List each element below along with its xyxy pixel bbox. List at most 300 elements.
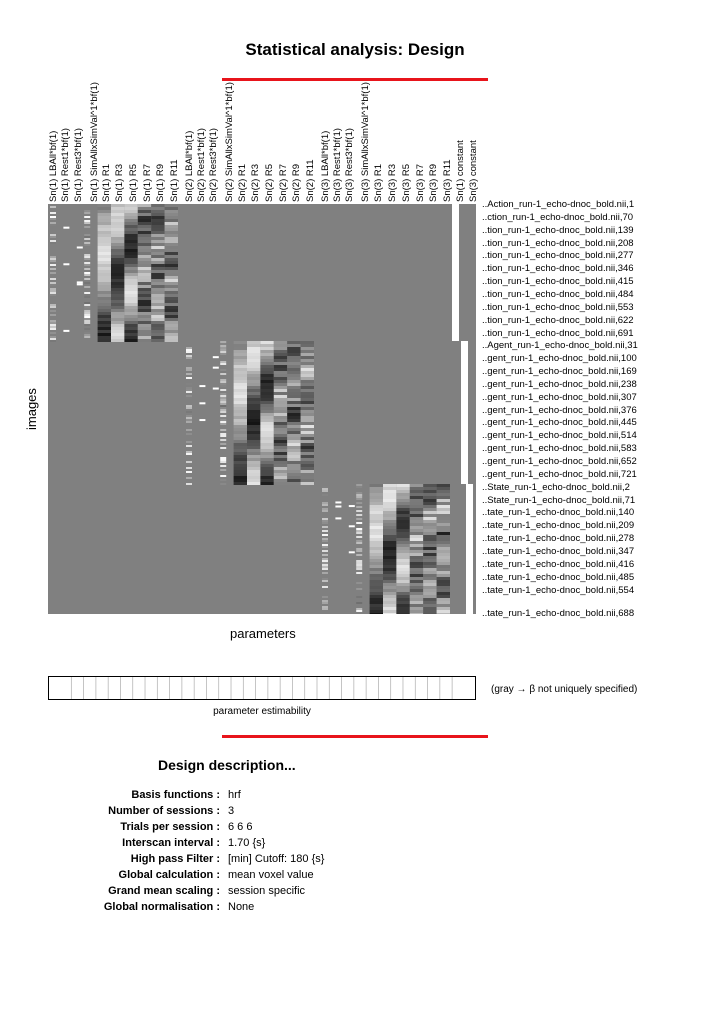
matrix-cell: [165, 267, 178, 270]
matrix-cell: [322, 546, 328, 548]
matrix-cell: [234, 347, 247, 350]
matrix-cell: [186, 387, 192, 389]
matrix-cell: [124, 207, 137, 210]
matrix-cell: [274, 404, 287, 407]
matrix-cell: [260, 383, 273, 386]
matrix-cell: [396, 511, 409, 514]
matrix-cell: [220, 401, 226, 403]
matrix-cell: [437, 592, 450, 595]
matrix-cell: [260, 404, 273, 407]
matrix-cell: [247, 470, 260, 473]
matrix-cell: [151, 234, 164, 237]
matrix-cell: [247, 473, 260, 476]
matrix-cell: [423, 541, 436, 544]
estimability-bar: [48, 676, 476, 700]
matrix-cell: [260, 452, 273, 455]
matrix-cell: [396, 496, 409, 499]
matrix-cell: [151, 264, 164, 267]
matrix-cell: [396, 550, 409, 553]
matrix-cell: [186, 349, 192, 351]
matrix-cell: [322, 494, 328, 496]
matrix-cell: [423, 493, 436, 496]
matrix-cell: [50, 290, 56, 292]
matrix-cell: [50, 256, 56, 258]
matrix-cell: [124, 300, 137, 303]
matrix-cell: [234, 428, 247, 431]
matrix-cell: [260, 479, 273, 482]
matrix-cell: [274, 389, 287, 392]
row-label: ..gent_run-1_echo-dnoc_bold.nii,376: [482, 404, 637, 416]
matrix-cell: [50, 260, 56, 262]
matrix-cell: [124, 291, 137, 294]
matrix-cell: [322, 578, 328, 580]
matrix-cell: [383, 604, 396, 607]
matrix-cell: [437, 598, 450, 601]
matrix-cell: [98, 255, 111, 258]
matrix-cell: [124, 324, 137, 327]
matrix-cell: [151, 315, 164, 318]
matrix-cell: [165, 333, 178, 336]
matrix-cell: [98, 264, 111, 267]
matrix-cell: [247, 392, 260, 395]
matrix-cell: [50, 320, 56, 322]
matrix-cell: [287, 389, 300, 392]
matrix-cell: [287, 449, 300, 452]
matrix-cell: [151, 228, 164, 231]
matrix-cell: [437, 580, 450, 583]
matrix-cell: [322, 558, 328, 560]
matrix-cell: [111, 222, 124, 225]
row-label: ..gent_run-1_echo-dnoc_bold.nii,238: [482, 378, 637, 390]
matrix-cell: [98, 270, 111, 273]
matrix-cell: [247, 395, 260, 398]
matrix-cell: [287, 353, 300, 356]
matrix-cell: [84, 268, 90, 270]
matrix-cell: [410, 547, 423, 550]
matrix-cell: [124, 297, 137, 300]
description-value: mean voxel value: [228, 869, 314, 881]
column-label: Sn(3) constant: [468, 140, 479, 202]
column-label: Sn(1) R11: [169, 159, 180, 202]
matrix-cell: [50, 236, 56, 238]
matrix-cell: [247, 350, 260, 353]
description-value: 1.70 {s}: [228, 837, 266, 849]
matrix-cell: [301, 458, 314, 461]
matrix-cell: [410, 556, 423, 559]
matrix-cell: [423, 559, 436, 562]
matrix-cell: [423, 544, 436, 547]
matrix-cell: [151, 273, 164, 276]
matrix-cell: [165, 294, 178, 297]
matrix-cell: [138, 234, 151, 237]
matrix-cell: [186, 451, 192, 453]
matrix-cell: [287, 368, 300, 371]
matrix-cell: [186, 355, 192, 357]
matrix-cell: [165, 279, 178, 282]
matrix-cell: [437, 586, 450, 589]
matrix-cell: [247, 362, 260, 365]
matrix-cell: [383, 535, 396, 538]
matrix-cell: [50, 222, 56, 224]
matrix-cell: [260, 344, 273, 347]
matrix-cell: [287, 419, 300, 422]
matrix-cell: [396, 589, 409, 592]
matrix-cell: [165, 240, 178, 243]
matrix-cell: [437, 487, 450, 490]
matrix-cell: [111, 279, 124, 282]
description-value: hrf: [228, 789, 241, 801]
matrix-cell: [396, 604, 409, 607]
matrix-cell: [322, 522, 328, 524]
matrix-cell: [396, 520, 409, 523]
matrix-cell: [111, 243, 124, 246]
matrix-cell: [234, 341, 247, 344]
matrix-cell: [165, 309, 178, 312]
matrix-cell: [165, 285, 178, 288]
matrix-cell: [370, 505, 383, 508]
matrix-cell: [322, 564, 328, 566]
matrix-cell: [301, 419, 314, 422]
matrix-cell: [301, 359, 314, 362]
matrix-cell: [410, 535, 423, 538]
matrix-cell: [410, 496, 423, 499]
matrix-cell: [165, 270, 178, 273]
matrix-cell: [287, 398, 300, 401]
matrix-cell: [138, 300, 151, 303]
matrix-cell: [274, 365, 287, 368]
matrix-cell: [260, 476, 273, 479]
matrix-cell: [220, 349, 226, 351]
matrix-cell: [234, 371, 247, 374]
row-label: ..gent_run-1_echo-dnoc_bold.nii,169: [482, 366, 637, 378]
column-label: Sn(3) R11: [442, 159, 453, 202]
matrix-cell: [234, 458, 247, 461]
matrix-cell: [383, 571, 396, 574]
matrix-cell: [396, 601, 409, 604]
matrix-cell: [356, 566, 362, 568]
matrix-cell: [50, 242, 56, 244]
matrix-cell: [98, 228, 111, 231]
matrix-cell: [396, 493, 409, 496]
matrix-cell: [287, 371, 300, 374]
matrix-cell: [50, 332, 56, 334]
matrix-cell: [274, 359, 287, 362]
matrix-cell: [396, 514, 409, 517]
matrix-cell: [437, 484, 450, 487]
matrix-cell: [247, 428, 260, 431]
matrix-cell: [84, 262, 90, 264]
matrix-cell: [111, 318, 124, 321]
matrix-cell: [220, 353, 226, 355]
matrix-cell: [274, 377, 287, 380]
matrix-cell: [423, 529, 436, 532]
matrix-cell: [151, 231, 164, 234]
matrix-cell: [220, 411, 226, 413]
matrix-cell: [124, 273, 137, 276]
matrix-cell: [383, 592, 396, 595]
matrix-cell: [234, 464, 247, 467]
matrix-cell: [370, 568, 383, 571]
matrix-cell: [111, 261, 124, 264]
matrix-cell: [220, 457, 226, 459]
matrix-cell: [410, 586, 423, 589]
matrix-cell: [98, 303, 111, 306]
matrix-cell: [356, 568, 362, 570]
matrix-cell: [396, 529, 409, 532]
matrix-cell: [335, 505, 341, 507]
matrix-cell: [186, 411, 192, 413]
matrix-cell: [220, 445, 226, 447]
matrix-cell: [383, 547, 396, 550]
matrix-cell: [165, 204, 178, 207]
matrix-cell: [247, 353, 260, 356]
matrix-cell: [274, 410, 287, 413]
matrix-cell: [274, 362, 287, 365]
row-label: ..Action_run-1_echo-dnoc_bold.nii,1: [482, 199, 635, 210]
matrix-cell: [396, 556, 409, 559]
matrix-cell: [50, 324, 56, 326]
matrix-cell: [151, 270, 164, 273]
matrix-cell: [410, 565, 423, 568]
matrix-cell: [84, 310, 90, 312]
matrix-cell: [98, 252, 111, 255]
matrix-cell: [383, 595, 396, 598]
column-label: Sn(1) SimAllxSimVal^1*bf(1): [89, 82, 100, 202]
matrix-cell: [50, 304, 56, 306]
matrix-cell: [260, 401, 273, 404]
matrix-cell: [274, 419, 287, 422]
matrix-cell: [138, 231, 151, 234]
matrix-cell: [186, 369, 192, 371]
matrix-cell: [165, 207, 178, 210]
matrix-cell: [98, 246, 111, 249]
matrix-cell: [98, 285, 111, 288]
matrix-cell: [165, 297, 178, 300]
matrix-cell: [423, 487, 436, 490]
matrix-cell: [423, 607, 436, 610]
matrix-cell: [84, 326, 90, 328]
matrix-cell: [138, 246, 151, 249]
matrix-cell: [151, 261, 164, 264]
matrix-cell: [356, 542, 362, 544]
matrix-cell: [437, 550, 450, 553]
matrix-cell: [383, 556, 396, 559]
matrix-cell: [410, 595, 423, 598]
matrix-cell: [274, 344, 287, 347]
matrix-cell: [84, 222, 90, 224]
matrix-cell: [260, 407, 273, 410]
matrix-cell: [437, 523, 450, 526]
matrix-cell: [410, 601, 423, 604]
matrix-cell: [287, 407, 300, 410]
matrix-cell: [50, 294, 56, 296]
matrix-cell: [84, 256, 90, 258]
matrix-cell: [370, 541, 383, 544]
matrix-cell: [260, 374, 273, 377]
matrix-cell: [98, 258, 111, 261]
matrix-cell: [274, 395, 287, 398]
matrix-cell: [437, 532, 450, 535]
description-value: 3: [228, 805, 235, 817]
matrix-cell: [437, 508, 450, 511]
matrix-cell: [138, 288, 151, 291]
matrix-cell: [98, 330, 111, 333]
matrix-cell: [234, 389, 247, 392]
matrix-cell: [423, 556, 436, 559]
matrix-cell: [396, 583, 409, 586]
matrix-cell: [247, 461, 260, 464]
matrix-cell: [111, 288, 124, 291]
matrix-cell: [423, 514, 436, 517]
matrix-cell: [370, 550, 383, 553]
matrix-cell: [124, 279, 137, 282]
matrix-cell: [50, 268, 56, 270]
matrix-cell: [437, 520, 450, 523]
matrix-cell: [111, 219, 124, 222]
estimability-label: parameter estimability: [213, 706, 311, 717]
matrix-cell: [260, 443, 273, 446]
matrix-cell: [287, 467, 300, 470]
matrix-cell: [247, 452, 260, 455]
matrix-cell: [322, 602, 328, 604]
matrix-cell: [370, 532, 383, 535]
matrix-cell: [322, 504, 328, 506]
matrix-cell: [151, 210, 164, 213]
matrix-cell: [165, 216, 178, 219]
matrix-cell: [301, 461, 314, 464]
matrix-cell: [370, 535, 383, 538]
matrix-cell: [410, 529, 423, 532]
matrix-cell: [234, 365, 247, 368]
matrix-cell: [124, 246, 137, 249]
matrix-cell: [287, 428, 300, 431]
matrix-cell: [186, 467, 192, 469]
matrix-cell: [287, 482, 300, 485]
matrix-cell: [423, 592, 436, 595]
matrix-cell: [260, 368, 273, 371]
matrix-cell: [356, 582, 362, 584]
matrix-cell: [260, 419, 273, 422]
matrix-cell: [124, 231, 137, 234]
matrix-cell: [111, 336, 124, 339]
matrix-cell: [301, 470, 314, 473]
matrix-cell: [437, 577, 450, 580]
matrix-cell: [287, 344, 300, 347]
matrix-cell: [410, 484, 423, 487]
matrix-cell: [98, 339, 111, 342]
matrix-cell: [98, 324, 111, 327]
matrix-cell: [234, 416, 247, 419]
matrix-cell: [151, 237, 164, 240]
column-label: Sn(2) R3: [250, 163, 261, 202]
matrix-cell: [138, 315, 151, 318]
matrix-cell: [151, 258, 164, 261]
matrix-cell: [151, 252, 164, 255]
matrix-cell: [437, 601, 450, 604]
matrix-cell: [410, 517, 423, 520]
matrix-cell: [274, 455, 287, 458]
matrix-cell: [138, 270, 151, 273]
matrix-cell: [356, 502, 362, 504]
matrix-cell: [356, 498, 362, 500]
matrix-cell: [356, 506, 362, 508]
matrix-cell: [247, 419, 260, 422]
matrix-cell: [410, 610, 423, 613]
matrix-cell: [301, 437, 314, 440]
matrix-cell: [383, 514, 396, 517]
matrix-cell: [138, 282, 151, 285]
matrix-cell: [124, 270, 137, 273]
matrix-cell: [50, 240, 56, 242]
matrix-cell: [186, 405, 192, 407]
matrix-cell: [165, 318, 178, 321]
matrix-cell: [186, 397, 192, 399]
matrix-cell: [287, 365, 300, 368]
matrix-cell: [370, 571, 383, 574]
matrix-cell: [301, 350, 314, 353]
matrix-cell: [287, 431, 300, 434]
matrix-cell: [234, 344, 247, 347]
column-label: Sn(3) R1: [373, 163, 384, 202]
matrix-cell: [423, 484, 436, 487]
matrix-cell: [50, 322, 56, 324]
matrix-cell: [260, 350, 273, 353]
matrix-cell: [383, 544, 396, 547]
matrix-cell: [84, 282, 90, 284]
matrix-cell: [138, 330, 151, 333]
matrix-cell: [287, 377, 300, 380]
matrix-cell: [186, 347, 192, 349]
matrix-cell: [124, 264, 137, 267]
matrix-cell: [138, 273, 151, 276]
matrix-cell: [138, 210, 151, 213]
matrix-cell: [220, 435, 226, 437]
matrix-cell: [165, 321, 178, 324]
matrix-cell: [322, 566, 328, 568]
matrix-cell: [186, 367, 192, 369]
matrix-cell: [274, 401, 287, 404]
matrix-cell: [437, 502, 450, 505]
matrix-cell: [260, 359, 273, 362]
matrix-cell: [165, 261, 178, 264]
matrix-cell: [234, 470, 247, 473]
matrix-cell: [410, 538, 423, 541]
matrix-cell: [260, 413, 273, 416]
matrix-cell: [234, 407, 247, 410]
matrix-cell: [356, 514, 362, 516]
matrix-cell: [383, 532, 396, 535]
matrix-cell: [301, 389, 314, 392]
matrix-cell: [98, 297, 111, 300]
column-label: Sn(2) R7: [278, 163, 289, 202]
matrix-cell: [396, 568, 409, 571]
matrix-cell: [213, 388, 219, 390]
matrix-cell: [186, 471, 192, 473]
matrix-cell: [138, 204, 151, 207]
matrix-cell: [247, 422, 260, 425]
matrix-cell: [410, 568, 423, 571]
matrix-cell: [111, 321, 124, 324]
matrix-cell: [247, 476, 260, 479]
matrix-cell: [383, 490, 396, 493]
matrix-cell: [165, 237, 178, 240]
matrix-cell: [423, 526, 436, 529]
matrix-cell: [396, 535, 409, 538]
matrix-cell: [124, 339, 137, 342]
matrix-cell: [437, 496, 450, 499]
matrix-cell: [124, 267, 137, 270]
matrix-cell: [356, 562, 362, 564]
